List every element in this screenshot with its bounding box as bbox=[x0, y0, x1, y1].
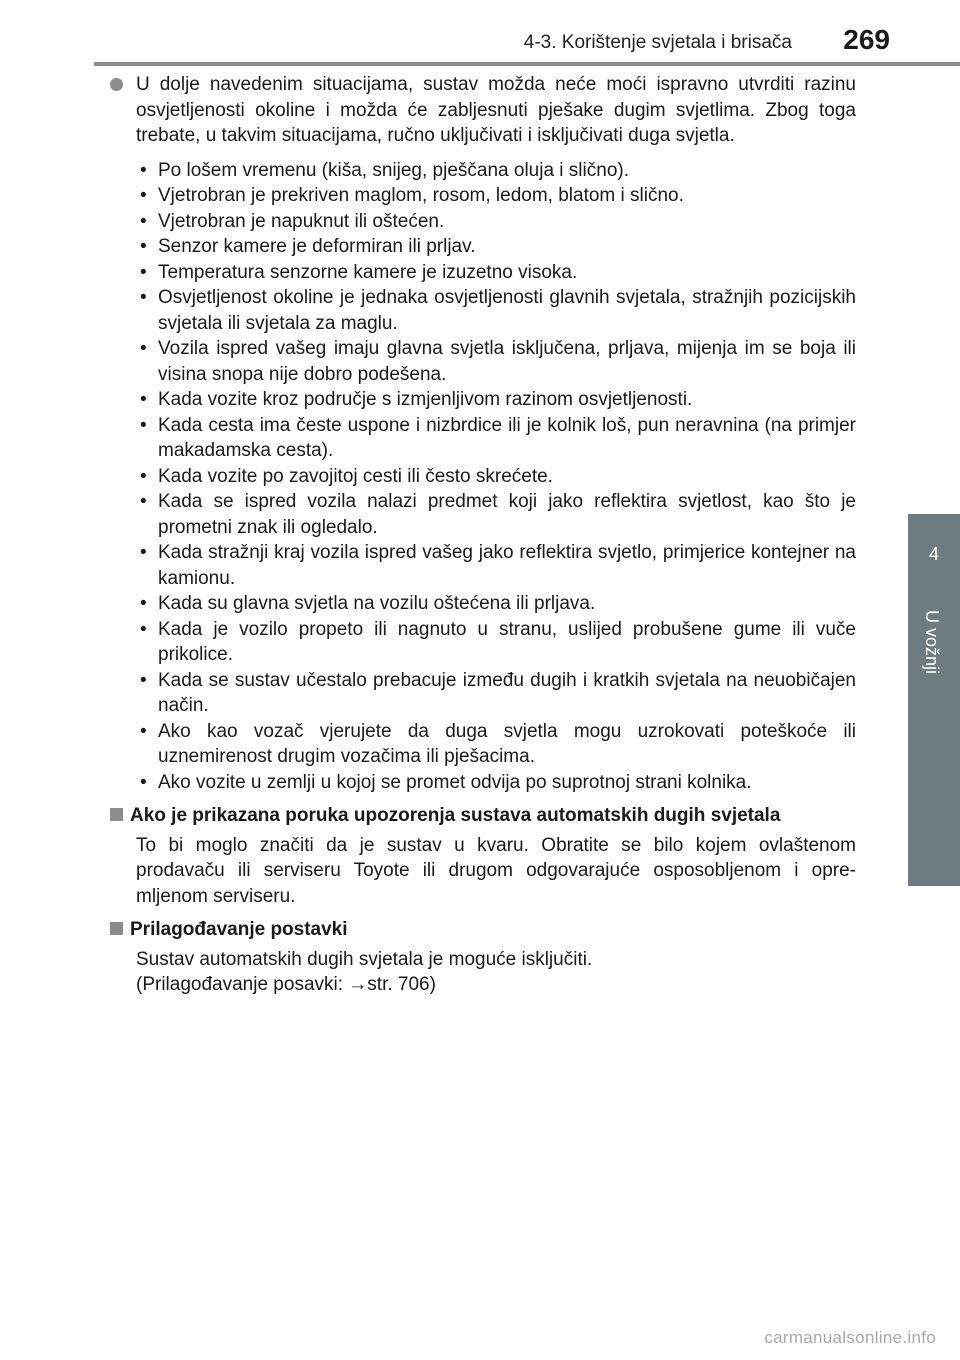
list-item bbox=[110, 464, 856, 490]
bullet-dot-icon: • bbox=[140, 618, 147, 640]
warning-heading-text: Ako je prikazana poruka upozorenja sustava automatskih dugih svjetala bbox=[130, 805, 781, 826]
list-item bbox=[110, 260, 856, 286]
list-item-text: Vjetrobran je napuknut ili oštećen. bbox=[158, 210, 445, 232]
list-item-text: Kada je vozilo propeto ili nagnuto u stranu, uslijed probušene gume ili vuče prikolice. bbox=[158, 618, 856, 665]
list-item-text: Kada vozite kroz područje s izmjenljivom razinom osvjetljenosti. bbox=[158, 389, 693, 410]
bullet-dot-icon: • bbox=[140, 542, 147, 563]
header-rule bbox=[94, 62, 960, 66]
bullet-dot-icon: • bbox=[140, 236, 147, 257]
bullet-dot-icon: • bbox=[140, 287, 147, 308]
list-item bbox=[110, 591, 856, 617]
main-content bbox=[110, 72, 856, 998]
bullet-dot-icon: • bbox=[140, 261, 147, 283]
list-item bbox=[110, 668, 856, 719]
chapter-number: 4 bbox=[928, 544, 939, 564]
bullet-dot-icon: • bbox=[140, 720, 147, 742]
settings-line-2 bbox=[136, 972, 856, 998]
list-item-text: Ako kao vozač vjerujete da duga svjetla mogu uzrokovati poteškoće ili uznemirenost drugim vozačima ili pješacima. bbox=[158, 720, 856, 767]
settings-reference-prefix: (Prilagođavanje posavki: bbox=[136, 974, 349, 995]
bullet-dot-icon: • bbox=[140, 465, 147, 487]
list-item-text: Kada se sustav učestalo prebacuje između dugih i kratkih svjetala na neuobičajen način. bbox=[158, 669, 856, 716]
settings-page-reference: str. 706) bbox=[367, 974, 436, 995]
list-item bbox=[110, 209, 856, 235]
list-item bbox=[110, 234, 856, 260]
settings-heading-text: Prilagođavanje postavki bbox=[130, 919, 348, 940]
bullet-dot-icon: • bbox=[140, 210, 147, 232]
list-item bbox=[110, 387, 856, 413]
settings-body bbox=[110, 947, 856, 998]
chapter-label: U vožnji bbox=[922, 610, 942, 675]
list-item bbox=[110, 719, 856, 770]
bullet-dot-icon: • bbox=[140, 771, 147, 793]
list-item-text: Osvjetljenost okoline je jednaka osvjetljenosti glavnih svjetala, stražnjih pozicijskih svjetala ili svjetala za maglu. bbox=[158, 287, 856, 334]
warning-body: To bi moglo značiti da je sustav u kvaru. Obratite se bilo kojem ovlaštenom prodavaču ili serviseru Toyote ili drugom odgovarajuće osposobljenom i opre-mljenom serviseru. bbox=[136, 834, 856, 907]
list-item bbox=[110, 770, 856, 796]
list-item-text: Kada stražnji kraj vozila ispred vašeg jako reflektira svjetlo, primjerice kontejner na kamionu. bbox=[158, 542, 856, 589]
situations-list bbox=[110, 158, 856, 796]
bullet-dot-icon: • bbox=[140, 414, 147, 436]
list-item-text: Po lošem vremenu (kiša, snijeg, pješčana oluja i slično). bbox=[158, 159, 629, 181]
list-item bbox=[110, 617, 856, 668]
settings-section bbox=[110, 917, 856, 998]
list-item bbox=[110, 158, 856, 184]
bullet-dot-icon: • bbox=[140, 338, 147, 359]
settings-line-1: Sustav automatskih dugih svjetala je moguće isključiti. bbox=[136, 948, 593, 970]
square-bullet-icon bbox=[110, 922, 123, 935]
list-item bbox=[110, 489, 856, 540]
bullet-dot-icon: • bbox=[140, 669, 147, 691]
bullet-dot-icon: • bbox=[140, 593, 147, 614]
list-item-text: Senzor kamere je deformiran ili prljav. bbox=[158, 236, 476, 257]
bullet-dot-icon: • bbox=[140, 389, 147, 410]
warning-section bbox=[110, 803, 856, 909]
list-item-text: Kada se ispred vozila nalazi predmet koji jako reflektira svjetlost, kao što je prometni znak ili ogledalo. bbox=[158, 491, 856, 538]
list-item-text: Temperatura senzorne kamere je izuzetno visoka. bbox=[158, 261, 578, 283]
list-item bbox=[110, 540, 856, 591]
bullet-dot-icon: • bbox=[140, 491, 147, 512]
list-item bbox=[110, 183, 856, 209]
list-item bbox=[110, 413, 856, 464]
list-item-text: Kada vozite po zavojitoj cesti ili često skrećete. bbox=[158, 465, 553, 487]
list-item-text: Ako vozite u zemlji u kojoj se promet odvija po suprotnoj strani kolnika. bbox=[158, 771, 752, 793]
arrow-icon: → bbox=[348, 974, 368, 995]
list-item-text: Vjetrobran je prekriven maglom, rosom, ledom, blatom i slično. bbox=[158, 185, 684, 206]
watermark: carmanualsonline.info bbox=[764, 1328, 936, 1347]
header-title: 4-3. Korištenje svjetala i brisača bbox=[523, 32, 792, 53]
page-number: 269 bbox=[843, 24, 890, 55]
bullet-dot-icon: • bbox=[140, 159, 147, 181]
chapter-side-tab bbox=[908, 514, 960, 886]
warning-heading bbox=[110, 803, 856, 829]
circle-bullet-icon bbox=[110, 78, 123, 91]
list-item bbox=[110, 336, 856, 387]
intro-text: U dolje navedenim situacijama, sustav možda neće moći ispravno utvrditi razinu osvjetljenosti okoline i možda će zabljesnuti pješake dugim svjetlima. Zbog toga trebate, u takvim situacijama, ručno uključivati i isključivati duga svjetla. bbox=[136, 74, 856, 146]
intro-paragraph bbox=[110, 72, 856, 149]
square-bullet-icon bbox=[110, 808, 123, 821]
settings-heading bbox=[110, 917, 856, 943]
list-item bbox=[110, 285, 856, 336]
list-item-text: Kada su glavna svjetla na vozilu oštećena ili prljava. bbox=[158, 593, 596, 614]
list-item-text: Kada cesta ima česte uspone i nizbrdice ili je kolnik loš, pun neravnina (na primjer makadamska cesta). bbox=[158, 414, 856, 461]
list-item-text: Vozila ispred vašeg imaju glavna svjetla isključena, prljava, mijenja im se boja ili visina snopa nije dobro podešena. bbox=[158, 338, 856, 385]
bullet-dot-icon: • bbox=[140, 185, 147, 206]
